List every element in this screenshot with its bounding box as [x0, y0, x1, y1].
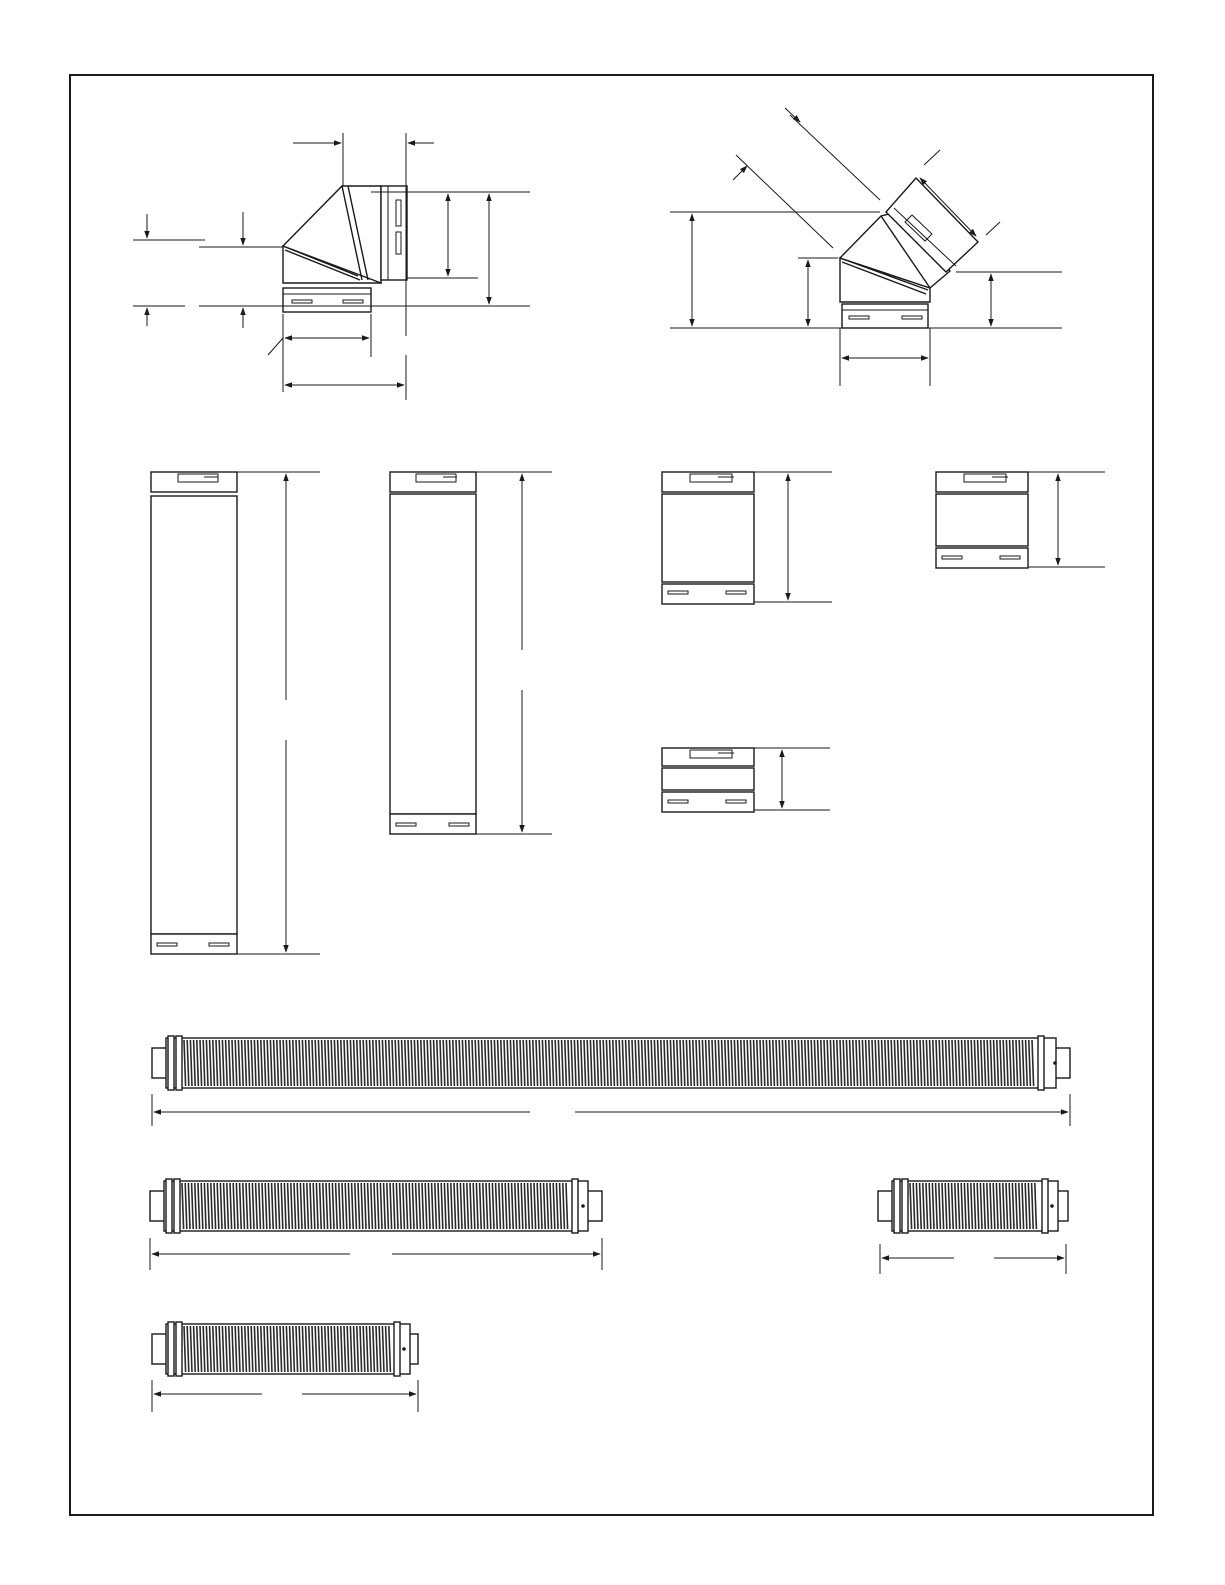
- straight-pipe-long-drawing: [390, 472, 552, 834]
- straight-pipe-longest-drawing: [151, 472, 320, 954]
- straight-pipe-medium-drawing: [662, 472, 832, 604]
- flex-pipe-short-drawing: [878, 1179, 1068, 1274]
- straight-pipe-shortest-drawing: [662, 748, 830, 812]
- flex-pipe-medium-drawing: [152, 1322, 418, 1412]
- straight-pipe-short-drawing: [936, 472, 1105, 568]
- flex-pipe-longest-drawing: [152, 1036, 1070, 1126]
- elbow-90-drawing: [133, 133, 530, 400]
- elbow-45-drawing: [670, 108, 1062, 386]
- flex-pipe-long-drawing: [150, 1179, 602, 1270]
